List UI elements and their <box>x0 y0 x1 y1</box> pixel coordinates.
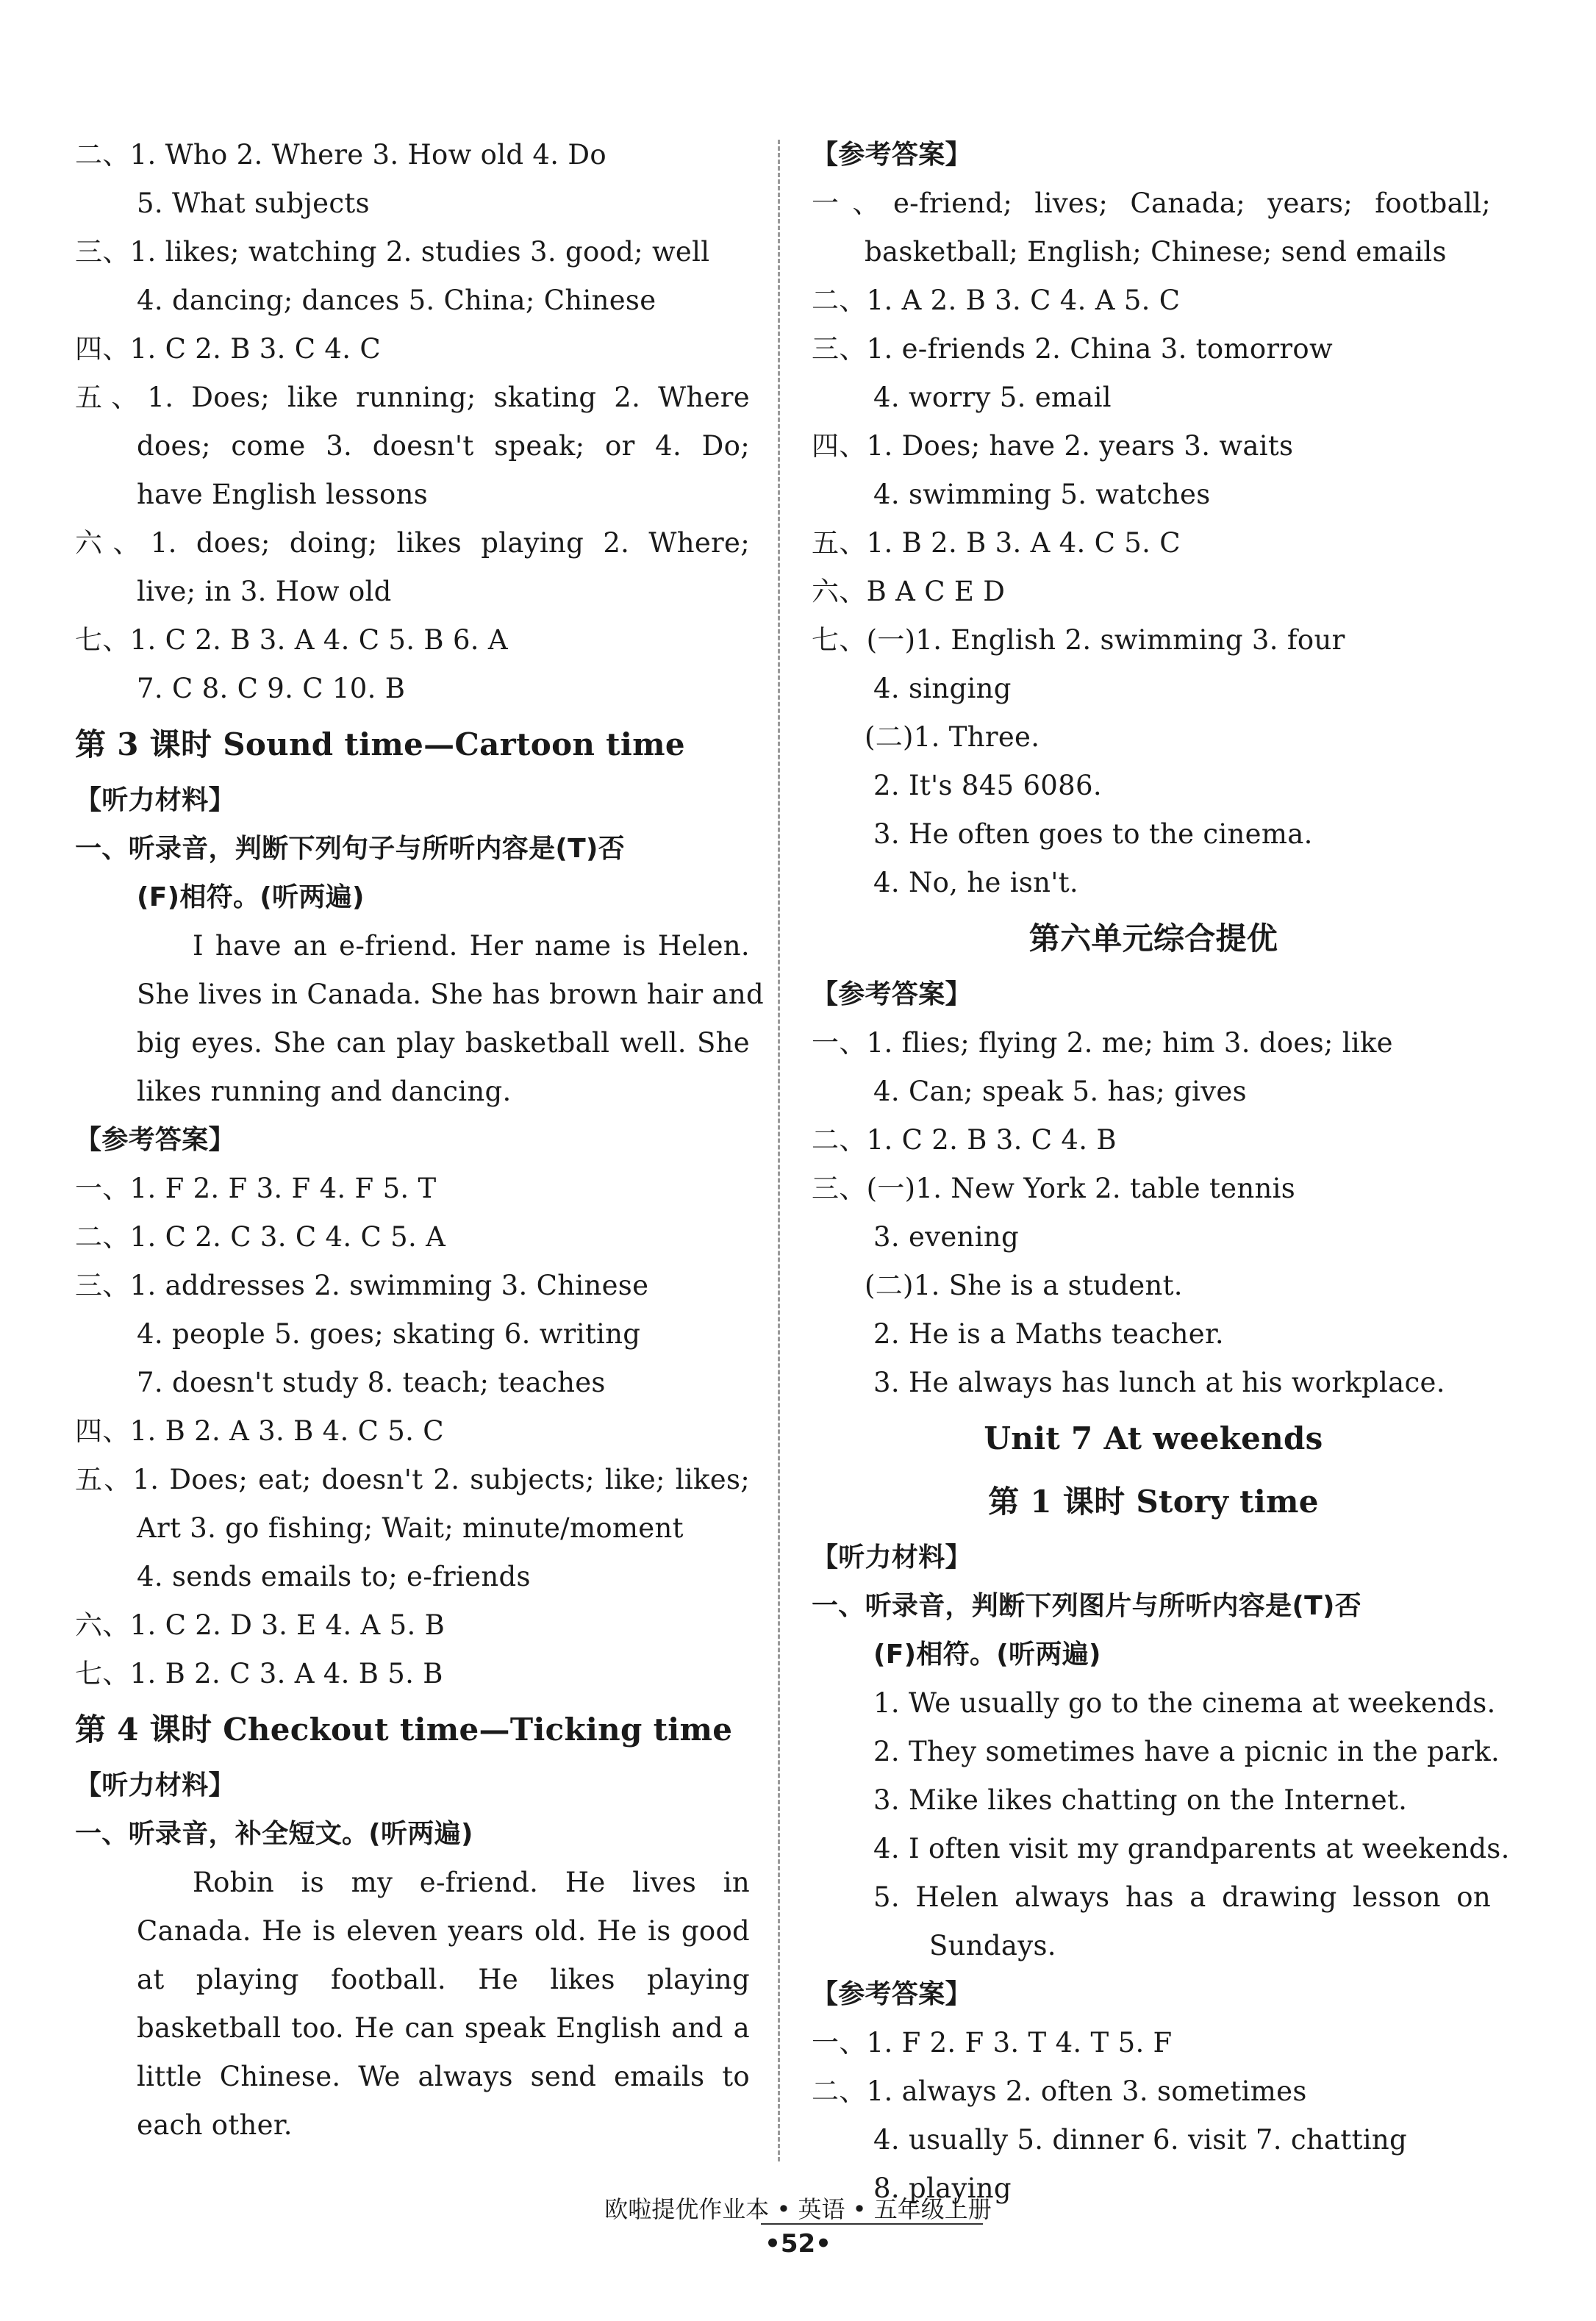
answer-line: 一、1. F 2. F 3. F 4. F 5. T <box>75 1173 437 1204</box>
answer-line: 4. Can; speak 5. has; gives <box>873 1076 1247 1107</box>
footer-book-title: 欧啦提优作业本 • 英语 • 五年级上册 <box>604 2195 992 2223</box>
answer-line: (二)1. She is a student. <box>865 1270 1183 1301</box>
passage-line: little Chinese. We always send emails to <box>137 2061 750 2092</box>
answer-line: 六、B A C E D <box>812 576 1006 607</box>
passage-line: 1. We usually go to the cinema at weekends. <box>873 1687 1496 1719</box>
passage-line: 3. Mike likes chatting on the Internet. <box>873 1784 1408 1816</box>
unit-review-heading: 第六单元综合提优 <box>1028 920 1278 956</box>
section-label: 【参考答案】 <box>812 1979 972 2009</box>
section-label: 【听力材料】 <box>75 1770 235 1800</box>
left-column <box>75 131 765 2150</box>
answer-line: 4. people 5. goes; skating 6. writing <box>137 1318 641 1350</box>
answer-line: 4. No, he isn't. <box>873 867 1078 898</box>
answer-line: 六、1. does; doing; likes playing 2. Where; <box>75 527 750 559</box>
instruction-line: (F)相符。(听两遍) <box>137 882 365 912</box>
answer-line: 8. playing <box>873 2172 1012 2204</box>
answer-line: 二、1. Who 2. Where 3. How old 4. Do <box>75 139 606 171</box>
answer-line: 一、1. flies; flying 2. me; him 3. does; like <box>812 1027 1393 1059</box>
answer-line: 四、1. C 2. B 3. C 4. C <box>75 333 381 365</box>
passage-line: Sundays. <box>929 1930 1056 1961</box>
lesson-heading: 第 1 课时 Story time <box>988 1484 1319 1520</box>
instruction-line: 一、听录音，判断下列句子与所听内容是(T)否 <box>75 834 626 864</box>
answer-line: does; come 3. doesn't speak; or 4. Do; <box>137 430 750 462</box>
instruction-line: 一、听录音，判断下列图片与所听内容是(T)否 <box>812 1591 1362 1621</box>
answer-line: Art 3. go fishing; Wait; minute/moment <box>137 1512 684 1544</box>
section-label: 【参考答案】 <box>812 140 972 170</box>
passage-line: 5. Helen always has a drawing lesson on <box>873 1881 1491 1913</box>
answer-line: 2. It's 845 6086. <box>873 770 1102 801</box>
answer-line: 5. What subjects <box>137 187 370 219</box>
passage-line: 4. I often visit my grandparents at weekends. <box>873 1833 1510 1864</box>
answer-line: 4. worry 5. email <box>873 382 1112 413</box>
answer-line: 二、1. always 2. often 3. sometimes <box>812 2075 1307 2107</box>
answer-line: 二、1. A 2. B 3. C 4. A 5. C <box>812 285 1181 316</box>
answer-line: 4. swimming 5. watches <box>873 479 1211 510</box>
answer-line: 六、1. C 2. D 3. E 4. A 5. B <box>75 1609 445 1641</box>
answer-line: basketball; English; Chinese; send emails <box>865 236 1447 268</box>
answer-line: 3. evening <box>873 1221 1019 1253</box>
instruction-line: (F)相符。(听两遍) <box>873 1639 1101 1670</box>
section-label: 【参考答案】 <box>812 979 972 1009</box>
passage-line: each other. <box>137 2109 293 2141</box>
passage-line: big eyes. She can play basketball well. She <box>137 1027 750 1059</box>
answer-line: have English lessons <box>137 479 429 510</box>
answer-line: 四、1. B 2. A 3. B 4. C 5. C <box>75 1415 444 1447</box>
answer-line: 4. sends emails to; e-friends <box>137 1561 531 1592</box>
answer-line: 四、1. Does; have 2. years 3. waits <box>812 430 1294 462</box>
page-number: •52• <box>765 2229 831 2259</box>
answer-line: 3. He always has lunch at his workplace. <box>873 1367 1445 1398</box>
answer-line: 2. He is a Maths teacher. <box>873 1318 1224 1350</box>
passage-line: Canada. He is eleven years old. He is good <box>137 1915 750 1947</box>
answer-line: 3. He often goes to the cinema. <box>873 818 1313 850</box>
passage-line: at playing football. He likes playing <box>137 1964 750 1995</box>
instruction-line: 一、听录音，补全短文。(听两遍) <box>75 1819 473 1849</box>
answer-line: 7. C 8. C 9. C 10. B <box>137 673 406 704</box>
answer-line: (二)1. Three. <box>865 721 1040 753</box>
passage-line: She lives in Canada. She has brown hair and <box>137 979 765 1010</box>
answer-line: 二、1. C 2. B 3. C 4. B <box>812 1124 1117 1156</box>
answer-line: 4. singing <box>873 673 1012 704</box>
answer-line: 7. doesn't study 8. teach; teaches <box>137 1367 606 1398</box>
answer-line: live; in 3. How old <box>137 576 392 607</box>
answer-line: 五、1. Does; like running; skating 2. Where <box>75 382 750 413</box>
passage-line: basketball too. He can speak English and a <box>137 2012 750 2044</box>
footer-rule <box>761 2223 983 2225</box>
passage-line: I have an e-friend. Her name is Helen. <box>193 930 750 962</box>
right-column <box>812 131 1510 2213</box>
answer-line: 一、1. F 2. F 3. T 4. T 5. F <box>812 2027 1173 2059</box>
answer-line: 三、1. likes; watching 2. studies 3. good; well <box>75 236 710 268</box>
answer-line: 五、1. Does; eat; doesn't 2. subjects; like; likes; <box>75 1464 750 1495</box>
section-label: 【听力材料】 <box>812 1542 972 1573</box>
answer-line: 一、e-friend; lives; Canada; years; football; <box>812 187 1491 219</box>
passage-line: likes running and dancing. <box>137 1076 512 1107</box>
lesson-heading: 第 3 课时 Sound time—Cartoon time <box>75 726 685 762</box>
answer-line: 七、1. B 2. C 3. A 4. B 5. B <box>75 1658 443 1689</box>
section-label: 【参考答案】 <box>75 1125 235 1155</box>
answer-line: 七、1. C 2. B 3. A 4. C 5. B 6. A <box>75 624 508 656</box>
passage-line: 2. They sometimes have a picnic in the park. <box>873 1736 1500 1767</box>
passage-line: Robin is my e-friend. He lives in <box>193 1867 750 1898</box>
answer-line: 三、(一)1. New York 2. table tennis <box>812 1173 1296 1204</box>
answer-line: 二、1. C 2. C 3. C 4. C 5. A <box>75 1221 446 1253</box>
answer-line: 4. usually 5. dinner 6. visit 7. chatting <box>873 2124 1407 2156</box>
answer-line: 三、1. e-friends 2. China 3. tomorrow <box>812 333 1333 365</box>
answer-line: 4. dancing; dances 5. China; Chinese <box>137 285 656 316</box>
answer-line: 七、(一)1. English 2. swimming 3. four <box>812 624 1345 656</box>
section-label: 【听力材料】 <box>75 785 235 815</box>
lesson-heading: 第 4 课时 Checkout time—Ticking time <box>75 1712 733 1748</box>
answer-line: 五、1. B 2. B 3. A 4. C 5. C <box>812 527 1181 559</box>
unit-heading: Unit 7 At weekends <box>984 1420 1323 1456</box>
answer-line: 三、1. addresses 2. swimming 3. Chinese <box>75 1270 649 1301</box>
column-divider <box>778 140 780 2161</box>
